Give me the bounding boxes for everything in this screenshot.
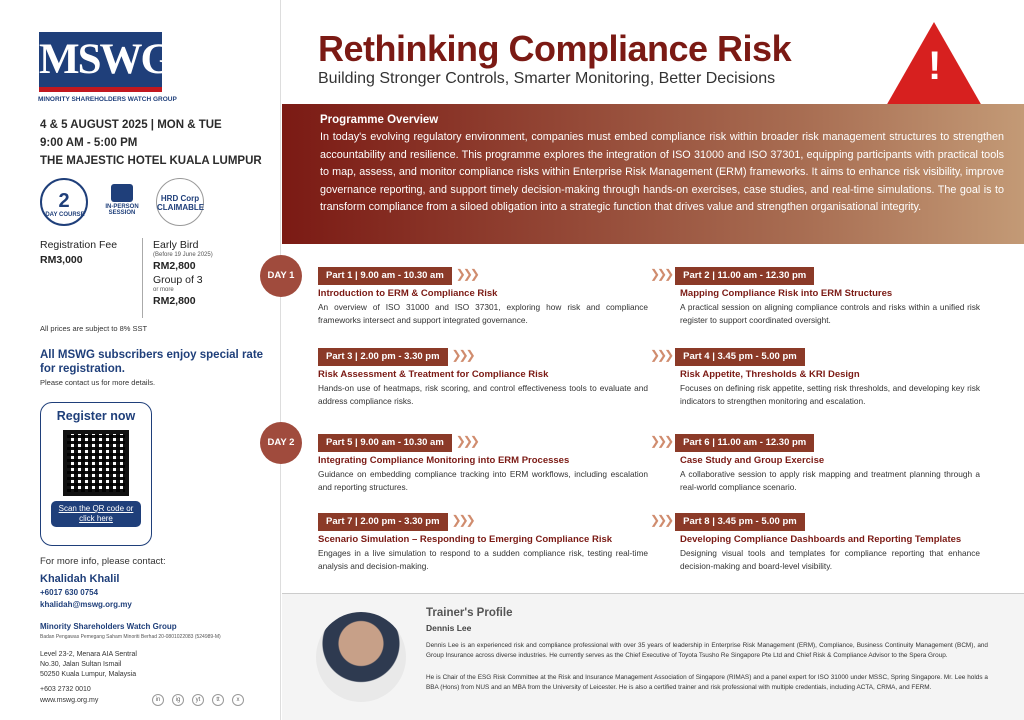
registration-fee <box>40 238 117 268</box>
trainer-bio-2: He is Chair of the ESG Risk Committee at the Risk and Insurance Management Association of Singapore (RIMAS) and a panel expert for ISO 31000 under MSSC, Spring Singapore. Mr. Lee holds a BBA (Hons) from NUS and an MBA from the University of Leicester. He is also a certified trainer and risk professional with multiple credentials, including ACTA, CRMA, and FERM. <box>426 674 988 691</box>
part-title: Integrating Compliance Monitoring into ERM Processes <box>318 455 570 466</box>
chevrons-right-icon: ❯❯❯ <box>650 348 672 362</box>
event-venue: THE MAJESTIC HOTEL KUALA LUMPUR <box>40 155 262 167</box>
in-person-badge <box>98 178 146 226</box>
x-icon[interactable]: x <box>232 694 244 706</box>
address-line: Level 23-2, Menara AIA Sentral <box>40 651 137 658</box>
qr-code[interactable] <box>63 430 129 496</box>
exclamation-icon: ! <box>928 44 942 88</box>
chevrons-right-icon: ❯❯❯ <box>455 434 477 448</box>
chevrons-right-icon: ❯❯❯ <box>650 267 672 281</box>
event-date: 4 & 5 AUGUST 2025 | MON & TUE <box>40 119 222 131</box>
part-title: Developing Compliance Dashboards and Reporting Templates <box>680 534 962 545</box>
page-title: Rethinking Compliance Risk <box>318 28 792 69</box>
part-time-tag: Part 1 | 9.00 am - 10.30 am <box>318 267 452 285</box>
part-time-tag: Part 7 | 2.00 pm - 3.30 pm <box>318 513 448 531</box>
logo-subtitle: MINORITY SHAREHOLDERS WATCH GROUP <box>38 96 177 103</box>
part-time-tag: Part 6 | 11.00 am - 12.30 pm <box>675 434 814 452</box>
part-4 <box>650 346 980 408</box>
part-time-tag: Part 2 | 11.00 am - 12.30 pm <box>675 267 814 285</box>
day-2-badge: DAY 2 <box>260 422 302 464</box>
overview-text: In today's evolving regulatory environment, companies must embed compliance risk within broader risk management structures to strengthen accountability and resilience. This programme explores the integration of ISO 31000 and ISO 37301, equipping participants with practical tools to map, assess, and monitor compliance risks within Enterprise Risk Management (ERM) frameworks. It aims to enhance risk visibility, improve governance reporting, and support timely decision-making through hands-on exercises, case studies, and real-time simulations. The goal is to transform compliance from a siloed obligation into a strategic function that drives value and strengthen organisational integrity. <box>320 131 1004 213</box>
trainer-bio-1: Dennis Lee is an experienced risk and compliance professional with over 35 years of leadership in Enterprise Risk Management (ERM), Compliance, Business Continuity Management (BCM), and Group Insurance across diverse industries. He currently serves as the Chief Executive of Toyota Tsusho Re Singapore Pte Ltd and Chief Risk & Compliance Advisor to the Spera Group. <box>426 642 988 659</box>
part-time-tag: Part 4 | 3.45 pm - 5.00 pm <box>675 348 805 366</box>
group-value: RM2,800 <box>153 295 196 307</box>
group-note: or more <box>153 287 174 293</box>
part-8 <box>650 511 980 573</box>
group-label: Group of 3 <box>153 274 203 286</box>
address <box>40 650 137 680</box>
part-description: Hands-on use of heatmaps, risk scoring, and control effectiveness tools to evaluate and address compliance risks. <box>318 383 648 406</box>
part-description: Designing visual tools and templates for compliance reporting that enhance decision-making and board-level visibility. <box>680 548 980 571</box>
contact-email[interactable]: khalidah@mswg.org.my <box>40 600 132 609</box>
chevrons-right-icon: ❯❯❯ <box>650 434 672 448</box>
day-count: 2 <box>58 190 70 212</box>
chevrons-right-icon: ❯❯❯ <box>451 513 473 527</box>
trainer-name: Dennis Lee <box>426 623 472 633</box>
chevrons-right-icon: ❯❯❯ <box>455 267 477 281</box>
reg-fee-label: Registration Fee <box>40 239 118 251</box>
sidebar <box>0 0 281 720</box>
hrd-claimable-badge <box>156 178 204 226</box>
part-6 <box>650 432 980 494</box>
register-box <box>40 402 152 546</box>
programme-overview <box>282 104 1024 244</box>
page-subtitle: Building Stronger Controls, Smarter Monitoring, Better Decisions <box>318 70 776 87</box>
trainer-heading: Trainer's Profile <box>426 607 513 619</box>
part-description: A practical session on aligning compliance controls and risks within a unified risk register to support coordinated oversight. <box>680 302 980 325</box>
more-info-label: For more info, please contact: <box>40 556 166 567</box>
part-7 <box>318 511 648 573</box>
sst-note: All prices are subject to 8% SST <box>40 324 148 333</box>
mswg-logo: MSWG <box>39 32 162 92</box>
part-description: An overview of ISO 31000 and ISO 37301, exploring how risk and compliance frameworks intersect and support integrated governance. <box>318 302 648 325</box>
part-description: Focuses on defining risk appetite, setting risk thresholds, and developing key risk indicators to strengthen monitoring and escalation. <box>680 383 980 406</box>
contact-phone[interactable]: +6017 630 0754 <box>40 588 99 597</box>
contact-name: Khalidah Khalil <box>40 573 120 585</box>
part-description: A collaborative session to apply risk mapping and treatment planning through a real-world compliance scenario. <box>680 469 980 492</box>
event-time: 9:00 AM - 5:00 PM <box>40 137 138 149</box>
event-info <box>40 116 262 170</box>
early-bird-value: RM2,800 <box>153 260 196 272</box>
subscriber-note: All MSWG subscribers enjoy special rate for registration. <box>40 349 264 375</box>
instagram-icon[interactable]: ig <box>172 694 184 706</box>
reg-fee-value: RM3,000 <box>40 254 83 266</box>
contact-note: Please contact us for more details. <box>40 378 156 387</box>
part-5 <box>318 432 648 494</box>
org-name: Minority Shareholders Watch Group <box>40 622 177 631</box>
discount-fees <box>142 238 213 318</box>
part-time-tag: Part 5 | 9.00 am - 10.30 am <box>318 434 452 452</box>
part-description: Guidance on embedding compliance tracking into ERM workflows, including escalation and reporting structures. <box>318 469 648 492</box>
register-title: Register now <box>56 409 136 423</box>
overview-title: Programme Overview <box>320 114 439 126</box>
part-title: Risk Assessment & Treatment for Compliance Risk <box>318 369 549 380</box>
part-time-tag: Part 3 | 2.00 pm - 3.30 pm <box>318 348 448 366</box>
day-1-badge: DAY 1 <box>260 255 302 297</box>
people-icon <box>111 184 133 202</box>
early-bird-note: (Before 19 June 2025) <box>153 252 213 258</box>
part-title: Mapping Compliance Risk into ERM Structures <box>680 288 893 299</box>
hrd-label: HRD Corp CLAIMABLE <box>157 194 205 212</box>
part-title: Introduction to ERM & Compliance Risk <box>318 288 498 299</box>
website-link[interactable]: www.mswg.org.my <box>40 697 99 704</box>
part-description: Engages in a live simulation to respond to a sudden compliance risk, testing real-time analysis and decision-making. <box>318 548 648 571</box>
part-2 <box>650 265 980 327</box>
part-title: Case Study and Group Exercise <box>680 455 825 466</box>
org-subtitle: Badan Pengawas Pemegang Saham Minoriti Berhad 20-0801022083 (524989-M) <box>40 634 221 640</box>
main-content <box>267 0 1024 720</box>
day-course-label: -DAY COURSE <box>43 212 85 218</box>
part-time-tag: Part 8 | 3.45 pm - 5.00 pm <box>675 513 805 531</box>
chevrons-right-icon: ❯❯❯ <box>451 348 473 362</box>
early-bird-label: Early Bird <box>153 239 199 251</box>
part-3 <box>318 346 648 408</box>
part-1 <box>318 265 648 327</box>
address-line: No.30, Jalan Sultan Ismail <box>40 661 122 668</box>
two-day-course-badge <box>40 178 88 226</box>
tiktok-icon[interactable]: tt <box>212 694 224 706</box>
trainer-photo <box>316 612 406 702</box>
linkedin-icon[interactable]: in <box>152 694 164 706</box>
org-phone[interactable]: +603 2732 0010 <box>40 686 91 693</box>
register-link-button[interactable]: Scan the QR code or click here <box>51 501 141 527</box>
address-line: 50250 Kuala Lumpur, Malaysia <box>40 671 137 678</box>
youtube-icon[interactable]: yt <box>192 694 204 706</box>
chevrons-right-icon: ❯❯❯ <box>650 513 672 527</box>
part-title: Scenario Simulation – Responding to Emerging Compliance Risk <box>318 534 613 545</box>
in-person-label: IN-PERSON SESSION <box>105 204 139 216</box>
part-title: Risk Appetite, Thresholds & KRI Design <box>680 369 860 380</box>
